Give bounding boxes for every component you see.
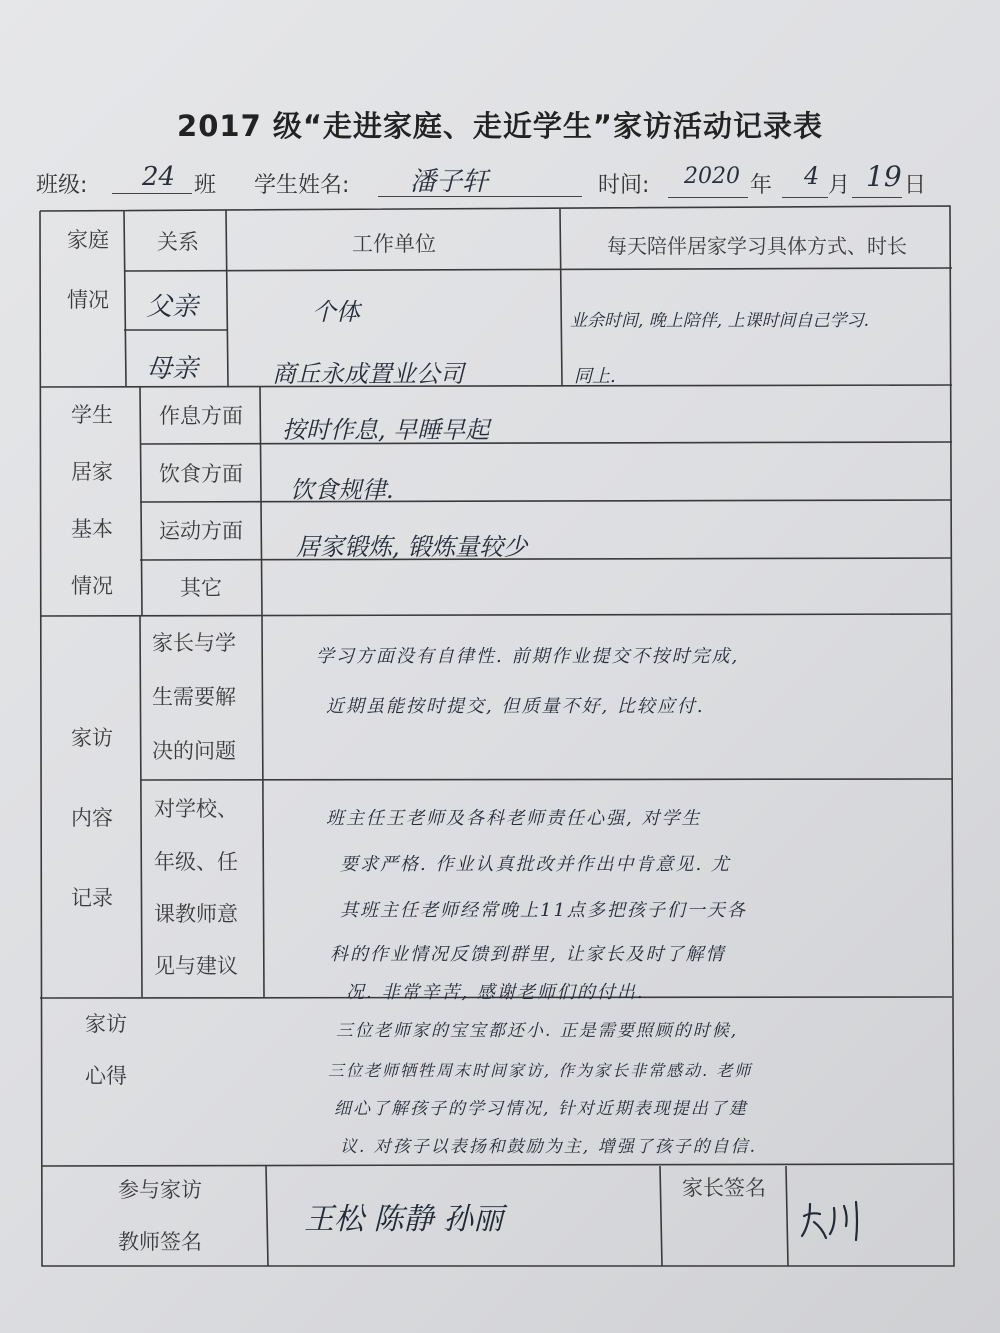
father-relation: 父亲 xyxy=(146,292,199,322)
mother-work: 商丘永成置业公司 xyxy=(272,360,464,388)
family-section-label-2: 情况 xyxy=(67,288,109,312)
problem-label-2: 生需要解 xyxy=(152,685,236,709)
advice-line-3: 其班主任老师经常晚上11点多把孩子们一天各 xyxy=(340,900,747,921)
mother-relation: 母亲 xyxy=(146,354,199,384)
day-value: 19 xyxy=(866,160,902,193)
experience-line-1: 三位老师家的宝宝都还小. 正是需要照顾的时候, xyxy=(336,1021,739,1041)
col-study-header: 每天陪伴居家学习具体方式、时长 xyxy=(607,234,907,258)
problem-label-3: 决的问题 xyxy=(152,739,236,763)
diet-label: 饮食方面 xyxy=(159,462,243,486)
problem-line-2: 近期虽能按时提交, 但质量不好, 比较应付. xyxy=(326,696,705,717)
student-name-value: 潘子轩 xyxy=(410,167,489,197)
month-value: 4 xyxy=(804,162,820,190)
father-work: 个体 xyxy=(312,298,360,326)
other-label: 其它 xyxy=(180,576,222,600)
home-section-label-3: 基本 xyxy=(71,517,113,541)
advice-line-2: 要求严格. 作业认真批改并作出中肯意见. 尤 xyxy=(340,854,731,875)
class-label: 班级: xyxy=(36,173,88,198)
exercise-label: 运动方面 xyxy=(159,519,243,543)
advice-line-5: 况. 非常辛苦, 感谢老师们的付出. xyxy=(346,982,645,1003)
month-suffix: 月 xyxy=(828,173,851,198)
problem-label-1: 家长与学 xyxy=(152,631,236,655)
family-section-label-1: 家庭 xyxy=(67,228,109,252)
student-name-label: 学生姓名: xyxy=(254,173,350,198)
visit-section-label-2: 内容 xyxy=(71,806,113,830)
time-label: 时间: xyxy=(598,173,650,198)
parent-sign-label: 家长签名 xyxy=(682,1176,766,1200)
home-section-label-1: 学生 xyxy=(71,403,113,427)
experience-line-2: 三位老师牺牲周末时间家访, 作为家长非常感动. 老师 xyxy=(328,1061,753,1080)
experience-label-1: 家访 xyxy=(85,1012,127,1036)
teacher-sign-label-2: 教师签名 xyxy=(118,1230,202,1254)
advice-label-1: 对学校、 xyxy=(154,797,238,821)
advice-label-4: 见与建议 xyxy=(154,954,238,978)
diet-value: 饮食规律. xyxy=(290,476,394,504)
class-value: 24 xyxy=(142,162,176,192)
col-relation-header: 关系 xyxy=(157,230,199,254)
day-suffix: 日 xyxy=(904,173,927,198)
parent-signature-mark xyxy=(796,1194,876,1244)
year-suffix: 年 xyxy=(750,173,773,198)
class-suffix: 班 xyxy=(194,173,217,198)
home-section-label-4: 情况 xyxy=(71,574,113,598)
teacher-sign-label-1: 参与家访 xyxy=(118,1178,202,1202)
home-section-label-2: 居家 xyxy=(71,460,113,484)
visit-section-label-3: 记录 xyxy=(71,886,113,910)
advice-label-3: 课教师意 xyxy=(154,902,238,926)
advice-line-4: 科的作业情况反馈到群里, 让家长及时了解情 xyxy=(330,944,726,965)
form-title: 2017 级“走进家庭、走近学生”家访活动记录表 xyxy=(177,109,823,143)
year-value: 2020 xyxy=(684,164,740,189)
col-work-header: 工作单位 xyxy=(352,232,436,256)
teacher-signatures: 王松 陈静 孙丽 xyxy=(304,1202,504,1237)
experience-line-3: 细心了解孩子的学习情况, 针对近期表现提出了建 xyxy=(334,1099,748,1119)
father-study: 业余时间, 晚上陪伴, 上课时间自己学习. xyxy=(570,311,870,331)
routine-label: 作息方面 xyxy=(159,404,243,428)
experience-label-2: 心得 xyxy=(85,1064,127,1088)
exercise-value: 居家锻炼, 锻炼量较少 xyxy=(296,533,528,561)
visit-section-label-1: 家访 xyxy=(71,726,113,750)
mother-study: 同上. xyxy=(574,366,616,387)
experience-line-4: 议. 对孩子以表扬和鼓励为主, 增强了孩子的自信. xyxy=(340,1137,758,1157)
problem-line-1: 学习方面没有自律性. 前期作业提交不按时完成, xyxy=(316,646,740,667)
routine-value: 按时作息, 早睡早起 xyxy=(282,416,490,444)
advice-label-2: 年级、任 xyxy=(154,850,238,874)
advice-line-1: 班主任王老师及各科老师责任心强, 对学生 xyxy=(326,808,702,829)
